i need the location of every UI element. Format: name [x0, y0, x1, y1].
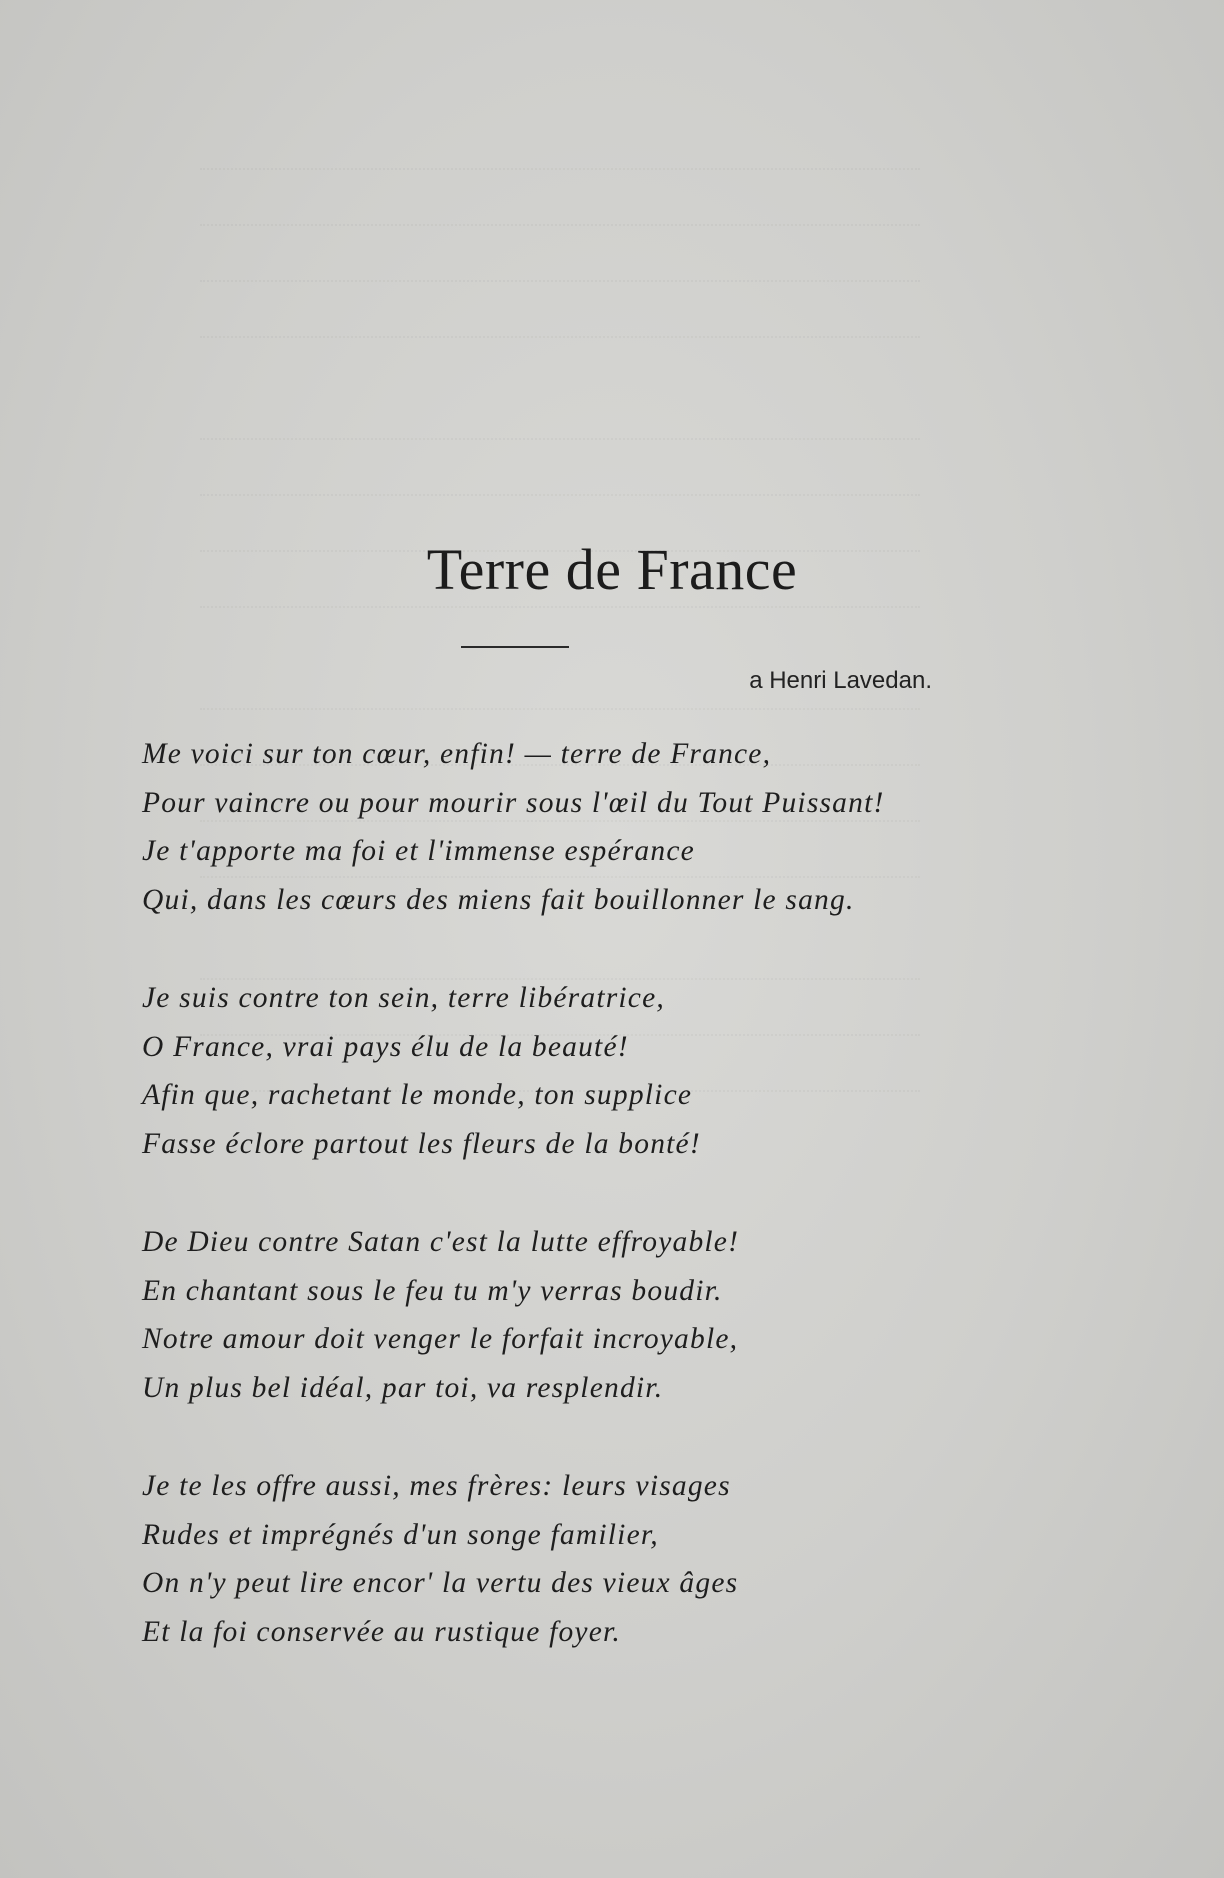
poem-title: Terre de France	[426, 537, 798, 602]
verse-line: Me voici sur ton cœur, enfin! — terre de France,	[142, 738, 772, 770]
verse-line: De Dieu contre Satan c'est la lutte effroyable!	[142, 1226, 740, 1258]
verse-line: Je suis contre ton sein, terre libératrice,	[142, 982, 665, 1014]
verse-line: Rudes et imprégnés d'un songe familier,	[142, 1518, 659, 1551]
verse-line: En chantant sous le feu tu m'y verras boudir.	[142, 1274, 723, 1307]
stanza	[142, 1218, 962, 1412]
verse-line: Qui, dans les cœurs des miens fait bouillonner le sang.	[142, 883, 855, 916]
verse-line: Je te les offre aussi, mes frères: leurs visages	[142, 1470, 731, 1502]
poem-body	[142, 730, 962, 1706]
stanza	[142, 730, 962, 924]
verse-line: Je t'apporte ma foi et l'immense espérance	[142, 835, 695, 867]
verse-line: On n'y peut lire encor' la vertu des vieux âges	[142, 1567, 739, 1599]
verse-line: Un plus bel idéal, par toi, va resplendir.	[142, 1371, 664, 1404]
stanza	[142, 1462, 962, 1656]
verse-line: Afin que, rachetant le monde, ton supplice	[142, 1079, 693, 1111]
stanza	[142, 974, 962, 1168]
dedication: a Henri Lavedan.	[749, 667, 932, 694]
verse-line: Et la foi conservée au rustique foyer.	[142, 1615, 621, 1648]
verse-line: O France, vrai pays élu de la beauté!	[142, 1030, 629, 1063]
verse-line: Pour vaincre ou pour mourir sous l'œil du Tout Puissant!	[142, 786, 885, 819]
verse-line: Fasse éclore partout les fleurs de la bonté!	[142, 1127, 701, 1160]
title-divider	[461, 646, 569, 648]
verse-line: Notre amour doit venger le forfait incroyable,	[142, 1323, 739, 1355]
